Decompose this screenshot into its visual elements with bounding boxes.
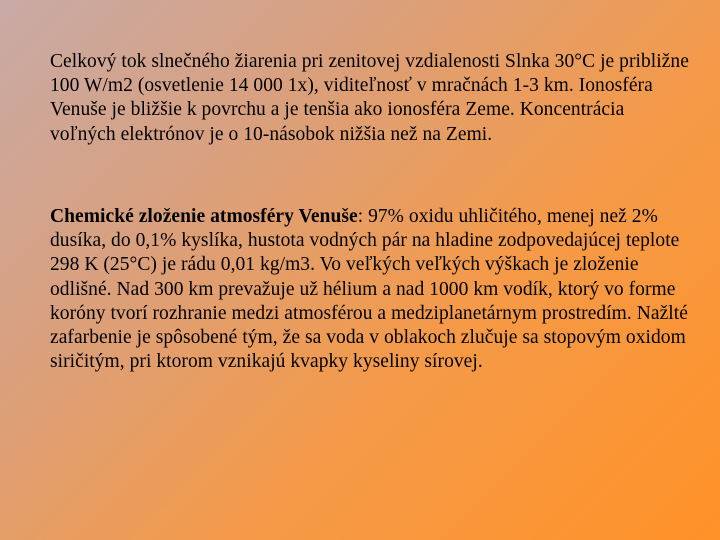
paragraph-text: : 97% oxidu uhličitého, menej než 2% dusíka, do 0,1% kyslíka, hustota vodných pár na hladine zodpovedajúcej teplote 298 K (25°C) je rádu 0,01 kg/m3. Vo veľkých veľkých výškach je zloženie odlišné. Nad 300 km prevažuje už hélium a nad 1000 km vodík, ktorý vo forme koróny tvorí rozhranie medzi atmosférou a medziplanetárnym prostredím. Nažlté zafarbenie je spôsobené tým, že sa voda v oblakoch zlučuje sa stopovým oxidom siričitým, pri ktorom vznikajú kvapky kyseliny sírovej. [50, 206, 688, 373]
paragraph-text: Celkový tok slnečného žiarenia pri zenitovej vzdialenosti Slnka 30°C je približne 100 W/m2 (osvetlenie 14 000 1x), viditeľnosť v mračnách 1-3 km. Ionosféra Venuše je bližšie k povrchu a je tenšia ako ionosféra Zeme. Koncentrácia voľných elektrónov je o 10-násobok nižšia než na Zemi. [50, 51, 689, 145]
paragraph-solar-radiation [50, 50, 690, 147]
paragraph-heading: Chemické zloženie atmosféry Venuše [50, 206, 358, 227]
paragraph-atmosphere-composition [50, 205, 690, 374]
